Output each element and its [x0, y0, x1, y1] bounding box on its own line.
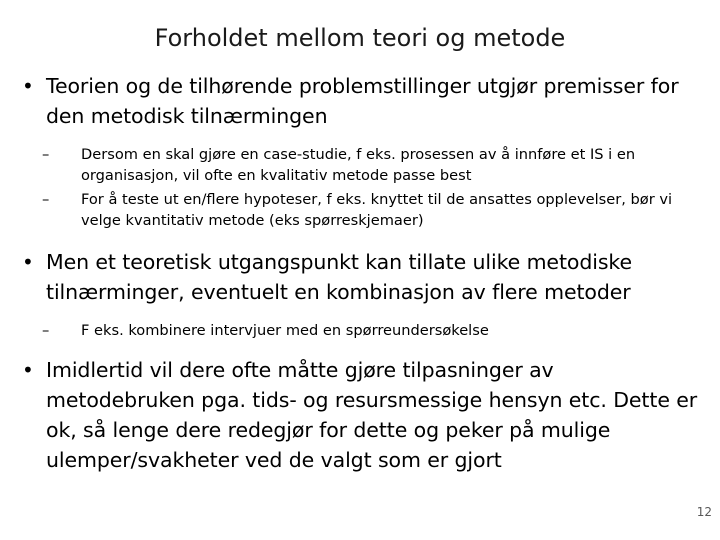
sub-bullet-text: Dersom en skal gjøre en case-studie, f eks. prosessen av å innføre et IS i en organisasjon, vil ofte en kvalitativ metode passe best	[81, 146, 636, 184]
bullet-text: Teorien og de tilhørende problemstillinger utgjør premisser for den metodisk tilnærmingen	[46, 74, 679, 128]
bullet-item	[22, 355, 702, 475]
sub-bullet-text: F eks. kombinere intervjuer med en spørreundersøkelse	[81, 322, 489, 339]
dash-marker: –	[42, 322, 50, 339]
sub-bullet-list	[22, 320, 702, 341]
dash-marker: –	[42, 191, 50, 208]
bullet-group-1	[22, 71, 702, 231]
bullet-marker: •	[22, 250, 34, 274]
bullet-group-2	[22, 247, 702, 341]
page-number: 12	[696, 505, 712, 519]
bullet-group-3	[22, 355, 702, 475]
bullet-list	[22, 71, 702, 475]
bullet-marker: •	[22, 74, 34, 98]
bullet-item	[22, 71, 702, 131]
sub-bullet-text: For å teste ut en/flere hypoteser, f eks. knyttet til de ansattes opplevelser, bør vi velge kvantitativ metode (eks spørreskjemaer)	[81, 191, 673, 229]
sub-bullet-item	[22, 144, 702, 186]
sub-bullet-list	[22, 144, 702, 231]
bullet-text: Men et teoretisk utgangspunkt kan tillate ulike metodiske tilnærminger, eventuelt en kombinasjon av flere metoder	[46, 250, 632, 304]
slide-title: Forholdet mellom teori og metode	[154, 24, 566, 52]
bullet-item	[22, 247, 702, 307]
dash-marker: –	[42, 146, 50, 163]
sub-bullet-item	[22, 189, 702, 231]
bullet-marker: •	[22, 358, 34, 382]
sub-bullet-item	[22, 320, 702, 341]
bullet-text: Imidlertid vil dere ofte måtte gjøre tilpasninger av metodebruken pga. tids- og resursmessige hensyn etc. Dette er ok, så lenge dere redegjør for dette og peker på mulige ulemper/svakheter ved de valgt som er gjort	[46, 358, 698, 472]
